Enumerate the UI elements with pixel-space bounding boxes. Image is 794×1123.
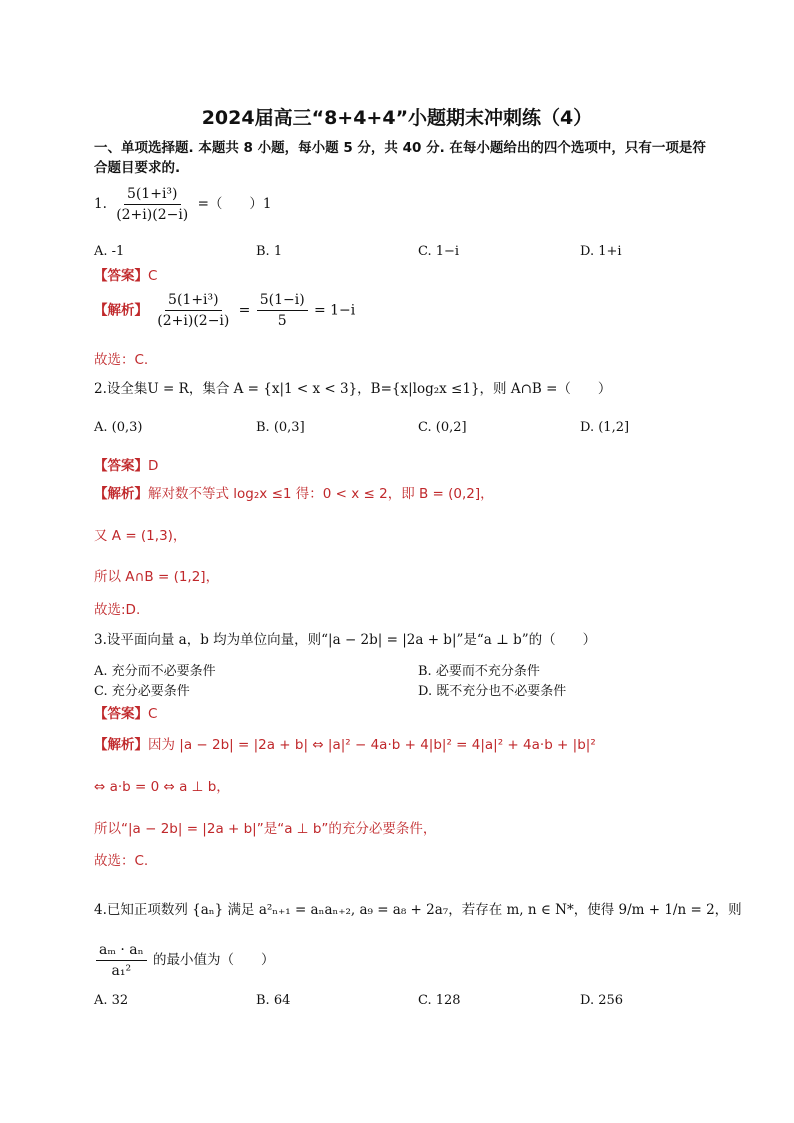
q3-analysis	[94, 733, 596, 753]
q1-an-den2: 5	[277, 313, 287, 329]
q1-an-tail: = 1−i	[313, 302, 356, 319]
q4-option-a: A. 32	[94, 993, 129, 1008]
q1-analysis-fraction-1	[154, 292, 232, 329]
q3-option-b: B. 必要而不充分条件	[418, 664, 540, 679]
q3-option-d: D. 既不充分也不必要条件	[418, 684, 567, 699]
q2-stem: 2.设全集U = R，集合 A = {x|1 < x < 3}，B={x|log₂x ≤1}，则 A∩B =（ ）	[94, 381, 612, 397]
answer-value: D	[148, 458, 159, 474]
q1-numerator: 5(1+i³)	[124, 186, 181, 205]
q3-option-c: C. 充分必要条件	[94, 684, 190, 699]
q4-option-b: B. 64	[256, 993, 291, 1008]
q1-option-b: B. 1	[256, 244, 283, 259]
q2-answer	[94, 454, 158, 474]
analysis-label: 【解析】	[94, 486, 148, 502]
q4-tail: 的最小值为（ ）	[152, 952, 275, 968]
q1-an-num2: 5(1−i)	[257, 292, 308, 311]
q2-analysis-line2: 又 A = (1,3)，	[94, 528, 187, 544]
q2-analysis-line1: 解对数不等式 log₂x ≤1 得：0 < x ≤ 2，即 B = (0,2]，	[148, 486, 494, 502]
section-heading: 一、单项选择题. 本题共 8 小题，每小题 5 分，共 40 分. 在每小题给出的四个选项中，只有一项是符合题目要求的.	[94, 140, 706, 176]
q4-denominator: a₁²	[111, 963, 132, 979]
q4-option-c: C. 128	[418, 993, 461, 1008]
answer-label: 【答案】	[94, 268, 148, 284]
q4-fraction	[96, 942, 147, 979]
q2-analysis	[94, 482, 494, 502]
q2-option-b: B. (0,3]	[256, 420, 305, 435]
answer-value: C	[148, 706, 158, 722]
q1-option-d: D. 1+i	[580, 244, 622, 259]
q3-analysis-line3: 所以“|a − 2b| = |2a + b|”是“a ⊥ b”的充分必要条件，	[94, 821, 437, 837]
answer-value: C	[148, 268, 158, 284]
q2-option-a: A. (0,3)	[94, 420, 143, 435]
q2-analysis-line3: 所以 A∩B = (1,2]，	[94, 569, 220, 585]
q1-an-den1: (2+i)(2−i)	[157, 313, 230, 329]
q3-answer	[94, 702, 157, 722]
answer-label: 【答案】	[94, 458, 148, 474]
q2-choose: 故选:D.	[94, 602, 141, 618]
q1-fraction	[113, 186, 191, 223]
q4-option-d: D. 256	[580, 993, 624, 1008]
q3-choose: 故选：C.	[94, 853, 149, 869]
q1-option-a: A. -1	[94, 244, 125, 259]
page-title: 2024届高三“8+4+4”小题期末冲刺练（4）	[201, 107, 593, 129]
q1-option-c: C. 1−i	[418, 244, 460, 259]
q3-stem: 3.设平面向量 a，b 均为单位向量，则“|a − 2b| = |2a + b|”是“a ⊥ b”的（ ）	[94, 632, 597, 648]
answer-label: 【答案】	[94, 706, 148, 722]
q1-analysis: 【解析】 $\frac{\text{5(1+i³)}}{(2+i)(2-i)}$ = $\frac{5(1-i)}{5}$ = 1−i	[94, 292, 356, 329]
q3-analysis-line1: 因为 |a − 2b| = |2a + b| ⇔ |a|² − 4a·b + 4|b|² = 4|a|² + 4a·b + |b|²	[148, 737, 596, 753]
q4-stem: 4.已知正项数列 {aₙ} 满足 a²ₙ₊₁ = aₙaₙ₊₂, a₉ = a₈ + 2a₇，若存在 m, n ∈ N*，使得 9/m + 1/n = 2，则	[94, 902, 742, 918]
q1-answer	[94, 264, 157, 284]
q2-option-d: D. (1,2]	[580, 420, 630, 435]
question-1	[94, 186, 271, 223]
q1-choose: 故选：C.	[94, 352, 149, 368]
q4-numerator: aₘ · aₙ	[96, 942, 147, 961]
q2-option-c: C. (0,2]	[418, 420, 467, 435]
analysis-label: 【解析】	[94, 302, 148, 319]
q1-analysis-fraction-2	[257, 292, 308, 329]
q1-denominator: (2+i)(2−i)	[116, 207, 189, 223]
analysis-label: 【解析】	[94, 737, 148, 753]
q1-tail: =（ ）1	[197, 196, 272, 212]
q4-second-line	[94, 942, 274, 979]
q1-number: 1.	[94, 196, 107, 212]
q3-analysis-line2: ⇔ a·b = 0 ⇔ a ⊥ b，	[94, 779, 230, 795]
q1-an-num1: 5(1+i³)	[165, 292, 222, 311]
q3-option-a: A. 充分而不必要条件	[94, 664, 216, 679]
